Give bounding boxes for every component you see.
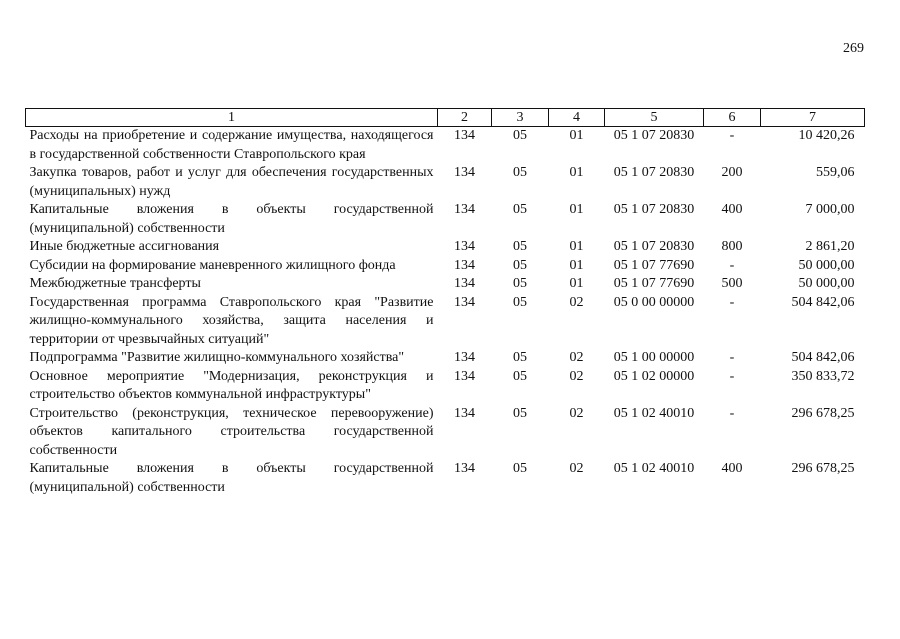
row-section-code: 05 <box>513 405 527 421</box>
row-subsection-code: 02 <box>569 461 584 476</box>
row-ministry-code: 134 <box>454 202 475 217</box>
row-ministry-code: 134 <box>454 276 475 291</box>
row-amount: 296 678,25 <box>791 461 855 476</box>
table-row <box>26 257 865 276</box>
header-col-3: 3 <box>492 109 549 127</box>
row-subsection-code: 01 <box>569 128 584 143</box>
row-expense-type: 800 <box>721 239 743 254</box>
row-subsection-code: 02 <box>569 368 584 384</box>
table-row <box>26 405 865 461</box>
header-col-7: 7 <box>761 109 865 127</box>
row-amount: 350 833,72 <box>791 368 855 384</box>
row-target-code: 05 1 07 77690 <box>613 257 695 273</box>
row-expense-type: 200 <box>721 165 743 180</box>
row-name: Субсидии на формирование маневренного жилищного фонда <box>29 257 396 273</box>
row-expense-type: - <box>729 405 735 421</box>
header-col-5: 5 <box>605 109 704 127</box>
row-amount: 50 000,00 <box>798 276 855 291</box>
row-name: Подпрограмма "Развитие жилищно-коммунального хозяйства" <box>29 350 405 365</box>
table-row <box>26 127 865 165</box>
row-section-code: 05 <box>513 128 527 143</box>
row-section-code: 05 <box>513 276 527 291</box>
row-name: Иные бюджетные ассигнования <box>29 239 220 254</box>
table-row <box>26 294 865 350</box>
row-name: Закупка товаров, работ и услуг для обеспечения государственных (муниципальных) нужд <box>29 165 434 199</box>
row-target-code: 05 1 07 20830 <box>613 165 695 180</box>
row-target-code: 05 1 07 20830 <box>613 239 695 254</box>
row-target-code: 05 1 07 77690 <box>613 276 695 291</box>
table-row <box>26 349 865 368</box>
row-ministry-code: 134 <box>454 128 475 143</box>
row-name: Расходы на приобретение и содержание имущества, находящегося в государственной собственности Ставропольского края <box>29 128 434 162</box>
row-ministry-code: 134 <box>454 461 475 476</box>
row-target-code: 05 1 07 20830 <box>613 128 695 143</box>
row-subsection-code: 01 <box>569 165 584 180</box>
row-expense-type: - <box>729 350 735 365</box>
row-target-code: 05 1 02 00000 <box>613 368 695 384</box>
row-amount: 7 000,00 <box>805 202 855 217</box>
row-section-code: 05 <box>513 257 527 273</box>
row-subsection-code: 01 <box>569 257 584 273</box>
row-ministry-code: 134 <box>454 405 475 421</box>
row-subsection-code: 01 <box>569 239 584 254</box>
row-name: Основное мероприятие "Модернизация, реконструкция и строительство объектов коммунальной инфраструктуры" <box>29 368 434 402</box>
row-amount: 50 000,00 <box>798 257 855 273</box>
row-subsection-code: 01 <box>569 202 584 217</box>
table-row <box>26 238 865 257</box>
row-ministry-code: 134 <box>454 165 475 180</box>
row-target-code: 05 1 02 40010 <box>613 405 695 421</box>
row-subsection-code: 02 <box>569 350 584 365</box>
table-row <box>26 275 865 294</box>
budget-table <box>25 108 865 497</box>
header-col-6: 6 <box>704 109 761 127</box>
row-target-code: 05 1 02 40010 <box>613 461 695 476</box>
table-body <box>26 127 865 498</box>
row-amount: 504 842,06 <box>791 294 855 310</box>
table-row <box>26 164 865 201</box>
row-target-code: 05 1 00 00000 <box>613 350 695 365</box>
row-expense-type: - <box>729 257 735 273</box>
row-amount: 559,06 <box>816 165 855 180</box>
table-header <box>26 109 865 127</box>
row-ministry-code: 134 <box>454 350 475 365</box>
row-name: Межбюджетные трансферты <box>29 276 201 291</box>
row-expense-type: 400 <box>721 461 743 476</box>
row-section-code: 05 <box>513 368 527 384</box>
table-row <box>26 201 865 238</box>
row-ministry-code: 134 <box>454 368 475 384</box>
row-section-code: 05 <box>513 165 527 180</box>
table-row <box>26 460 865 497</box>
header-col-1: 1 <box>26 109 438 127</box>
row-name: Капитальные вложения в объекты государственной (муниципальной) собственности <box>29 461 434 495</box>
row-name: Строительство (реконструкция, техническое перевооружение) объектов капитального строительства государственной собственности <box>29 405 434 458</box>
table-row <box>26 368 865 405</box>
header-col-2: 2 <box>438 109 492 127</box>
row-amount: 296 678,25 <box>791 405 855 421</box>
row-subsection-code: 02 <box>569 405 584 421</box>
row-section-code: 05 <box>513 350 527 365</box>
row-name: Капитальные вложения в объекты государственной (муниципальной) собственности <box>29 202 434 236</box>
row-ministry-code: 134 <box>454 239 475 254</box>
row-ministry-code: 134 <box>454 257 475 273</box>
row-subsection-code: 01 <box>569 276 584 291</box>
row-ministry-code: 134 <box>454 294 475 310</box>
page-number: 269 <box>843 41 864 56</box>
row-target-code: 05 0 00 00000 <box>613 294 695 310</box>
row-expense-type: 400 <box>721 202 743 217</box>
row-expense-type: - <box>729 368 735 384</box>
row-expense-type: 500 <box>721 276 743 291</box>
row-subsection-code: 02 <box>569 294 584 310</box>
row-name: Государственная программа Ставропольского края "Развитие жилищно-коммунального хозяйства, защита населения и территории от чрезвычайных ситуаций" <box>29 294 434 347</box>
row-section-code: 05 <box>513 239 527 254</box>
row-expense-type: - <box>729 294 735 310</box>
row-expense-type: - <box>729 128 735 143</box>
row-section-code: 05 <box>513 202 527 217</box>
row-amount: 504 842,06 <box>791 350 855 365</box>
row-section-code: 05 <box>513 461 527 476</box>
row-section-code: 05 <box>513 294 527 310</box>
row-amount: 10 420,26 <box>798 128 855 143</box>
header-row <box>26 109 865 127</box>
row-target-code: 05 1 07 20830 <box>613 202 695 217</box>
header-col-4: 4 <box>549 109 605 127</box>
row-amount: 2 861,20 <box>805 239 855 254</box>
